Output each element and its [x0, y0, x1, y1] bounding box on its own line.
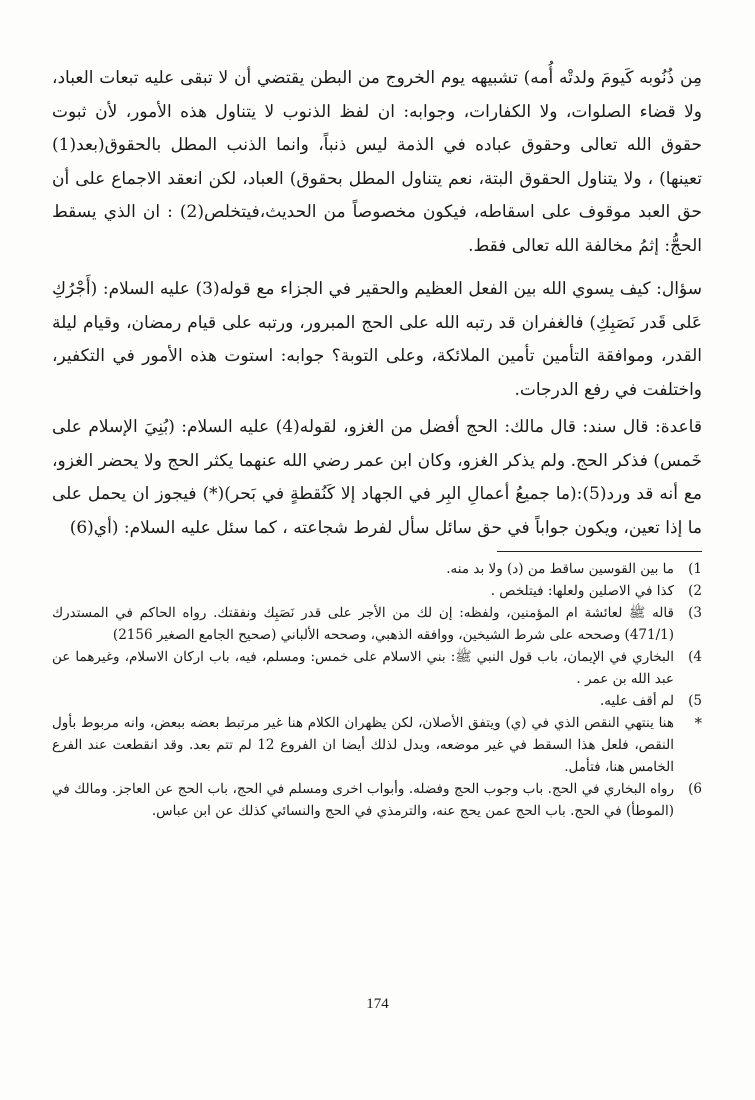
footnote-text: رواه البخاري في الحج. باب وجوب الحج وفضله. وأبواب اخرى ومسلم في الحج، باب الحج عن العاجز. ومالك في (الموطأ) في الحج. باب الحج عمن يحج عنه، والترمذي في الحج والنسائي كذلك عن ابن عباس. — [52, 781, 674, 819]
page — [52, 62, 702, 822]
footnote-6 — [52, 778, 702, 822]
footnotes — [52, 558, 702, 822]
footnote-number: 3) — [688, 605, 702, 621]
footnote-text: كذا في الاصلين ولعلها: فيتلخص . — [490, 583, 674, 599]
footnote-number: * — [694, 714, 702, 732]
footnote-2 — [52, 580, 702, 602]
main-text — [52, 62, 702, 545]
footnote-4 — [52, 646, 702, 690]
footnote-number: 1) — [688, 561, 702, 577]
footnote-text: هنا ينتهي النقص الذي في (ي) ويتفق الأصلان، لكن يظهران الكلام هنا غير مرتبط بعضه ببعض، وانه مربوط بأول النقص، فلعل هذا السقط في غير موضعه، ويدل لذلك أيضا ان الفروع 12 لم تتم بعد. وقد انقطعت عند الفرع الخامس هنا، فتأمل. — [52, 715, 674, 775]
footnote-star — [52, 712, 702, 778]
footnote-text: لم أقف عليه. — [600, 693, 674, 709]
footnote-number: 6) — [688, 781, 702, 797]
footnote-number: 4) — [688, 649, 702, 665]
footnote-5 — [52, 690, 702, 712]
paragraph-question: سؤال: كيف يسوي الله بين الفعل العظيم والحقير في الجزاء مع قوله(3) عليه السلام: (أَجْرُكِ عَلى قَدر نَصَبِكِ) فالغفران قد رتبه الله على الحج المبرور، ورتبه على قيام رمضان، وقيام ليلة القدر، وموافقة التأمين تأمين الملائكة، وعلى التوبة؟ جوابه: استوت هذه الأمور في التكفير، واختلفت في رفع الدرجات. — [52, 279, 702, 400]
footnote-number: 5) — [688, 693, 702, 709]
footnote-3 — [52, 602, 702, 646]
paragraph-rule: قاعدة: قال سند: قال مالك: الحج أفضل من الغزو، لقوله(4) عليه السلام: (بُنِيَ الإسلام على خَمس) فذكر الحج. ولم يذكر الغزو، وكان ابن عمر رضي الله عنهما يكثر الحج ولا يحضر الغزو، مع أنه قد ورد(5):(ما جميعُ أعمالِ البِر في الجهاد إلا كَنُقطةٍ في بَحر)(*) فيجوز ان يحمل على ما إذا تعين، ويكون جواباً في حق سائل سأل لفرط شجاعته ، كما سئل عليه السلام: (أي(6) — [52, 417, 702, 538]
page-number: 174 — [366, 996, 389, 1012]
footnote-text: البخاري في الإيمان، باب قول النبي ﷺ: بني الاسلام على خمس: ومسلم، فيه، باب اركان الاسلام، وغيرهما عن عبد الله بن عمر . — [52, 649, 674, 687]
footnote-separator — [497, 551, 702, 552]
footnote-1 — [52, 558, 702, 580]
paragraph-1: مِن ذُنُوبه كَيومَ ولدتْه أُمه) تشبيهه يوم الخروج من البطن يقتضي أن لا تبقى عليه تبعات العباد، ولا قضاء الصلوات، ولا الكفارات، وجوابه: ان لفظ الذنوب لا يتناول هذه الأمور، لأن ثبوت حقوق الله تعالى وحقوق عباده في الذمة ليس ذنباً، وانما الذنب المطل بالحقوق(بعد(1) تعينها) ، ولا يتناول الحقوق البتة، نعم يتناول المطل بحقوق) العباد، لكن انعقد الاجماع على أن حق العبد موقوف على اسقاطه، فيكون مخصوصاً من الحديث،فيتخلص(2) : ان الذي يسقط الحجُّ: إثمُ مخالفة الله تعالى فقط. — [52, 68, 703, 256]
footnote-number: 2) — [688, 583, 702, 599]
footnote-text: قاله ﷺ لعائشة ام المؤمنين، ولفظه: إن لك من الأجر على قدر نَصَبِك ونفقتك. رواه الحاكم في المستدرك (471/1) وصححه على شرط الشيخين، ووافقه الذهبي، وصححه الألباني (صحيح الجامع الصغير 2156) — [52, 605, 674, 643]
footnote-text: ما بين القوسين ساقط من (د) ولا بد منه. — [446, 561, 674, 577]
